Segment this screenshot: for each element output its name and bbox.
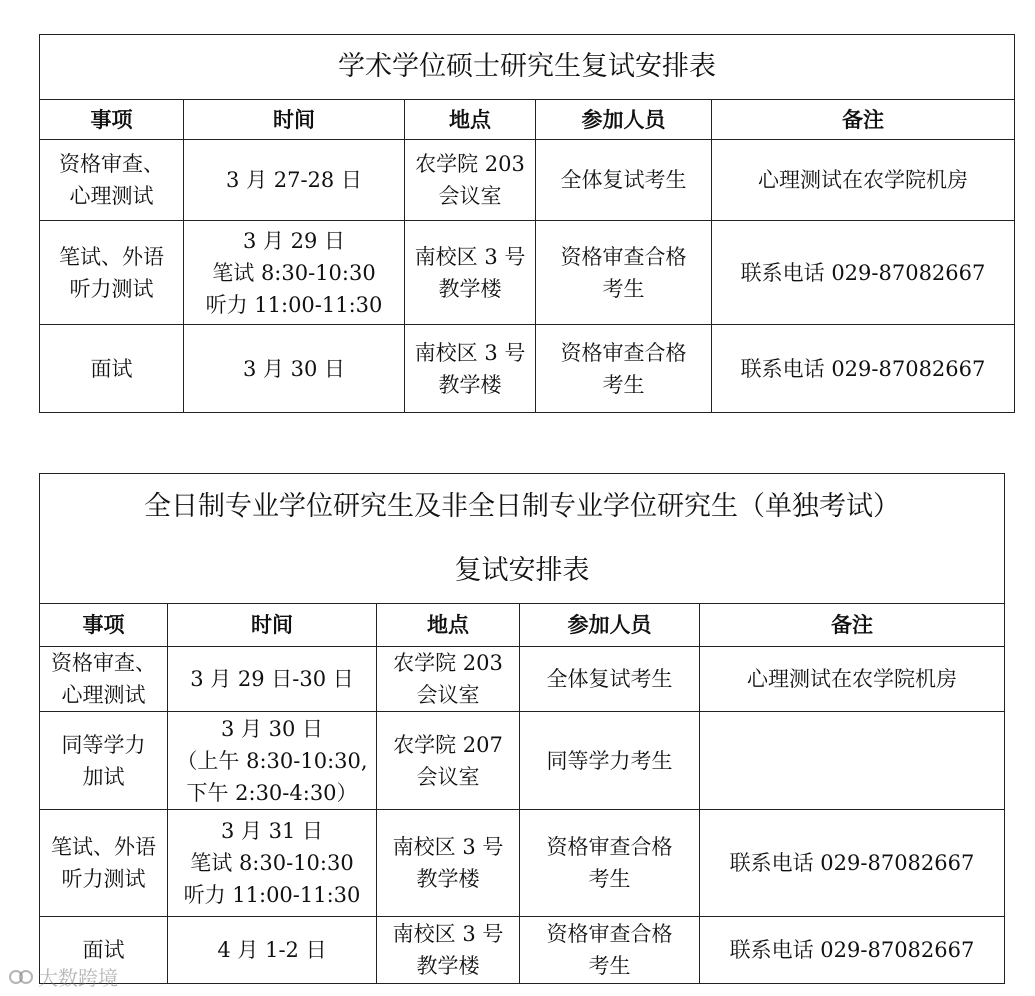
table-row <box>40 221 1015 325</box>
cell-line: 3 月 30 日 <box>220 716 324 741</box>
cell-line: 联系电话 029-87082667 <box>729 851 975 875</box>
table2-header-people: 参加人员 <box>520 604 700 647</box>
table-row <box>40 810 1005 917</box>
cell-line: 联系电话 029-87082667 <box>729 938 975 962</box>
cell-line: 全体复试考生 <box>546 667 673 691</box>
cell-line: 心理测试在农学院机房 <box>747 667 957 691</box>
table1-cell-item <box>40 140 184 221</box>
table2-cell-item <box>40 712 168 810</box>
table2-header-note: 备注 <box>700 604 1005 647</box>
table1-cell-people <box>536 140 712 221</box>
table2-cell-note <box>700 810 1005 917</box>
table2-cell-note <box>700 917 1005 984</box>
cell-line: 资格审查合格 <box>560 340 687 365</box>
cell-line: 农学院 203 <box>415 152 525 176</box>
cell-line: 听力 11:00-11:30 <box>183 883 361 907</box>
table2-header-place: 地点 <box>377 604 520 647</box>
cell-line: 农学院 207 <box>393 732 503 757</box>
watermark <box>8 962 118 991</box>
table2-cell-time <box>168 712 377 810</box>
cell-line: 心理测试 <box>69 184 154 208</box>
cell-line: 同等学力考生 <box>546 748 673 773</box>
cell-line: 心理测试 <box>61 683 146 707</box>
table1-cell-note <box>712 325 1015 413</box>
table1-header-place: 地点 <box>405 100 536 140</box>
cell-line: 教学楼 <box>416 867 480 891</box>
watermark-logo-icon <box>8 966 34 988</box>
cell-line: 心理测试在农学院机房 <box>758 168 969 192</box>
table2-cell-people <box>520 917 700 984</box>
cell-line: 加试 <box>82 764 125 789</box>
table-row <box>40 917 1005 984</box>
cell-line: 南校区 3 号 <box>392 922 504 946</box>
table1-header-item: 事项 <box>40 100 184 140</box>
table1-cell-time <box>184 221 405 325</box>
table2-cell-place <box>377 917 520 984</box>
table1-header-time: 时间 <box>184 100 405 140</box>
table2-title <box>40 474 1005 604</box>
cell-line: （上午 8:30-10:30, <box>176 748 368 773</box>
cell-line: 联系电话 029-87082667 <box>740 260 986 285</box>
table1-cell-note <box>712 221 1015 325</box>
cell-line: 农学院 203 <box>393 651 503 675</box>
table1-body <box>40 140 1015 413</box>
table1-cell-place <box>405 140 536 221</box>
cell-line: 全体复试考生 <box>560 168 687 192</box>
table1-cell-place <box>405 221 536 325</box>
table2-body <box>40 647 1005 984</box>
table1-cell-item <box>40 325 184 413</box>
table1-cell-time <box>184 140 405 221</box>
table2-cell-place <box>377 810 520 917</box>
table2-cell-place <box>377 647 520 712</box>
cell-line: 3 月 29 日 <box>242 228 346 253</box>
table2-cell-note <box>700 647 1005 712</box>
cell-line: 南校区 3 号 <box>414 244 526 269</box>
cell-line: 资格审查、 <box>59 152 164 176</box>
cell-line: 资格审查合格 <box>546 922 673 946</box>
cell-line: 面试 <box>82 938 125 962</box>
cell-line: 教学楼 <box>438 372 502 397</box>
cell-line: 听力 11:00-11:30 <box>205 292 383 317</box>
table2-title-line1: 全日制专业学位研究生及非全日制专业学位研究生（单独考试） <box>144 490 900 522</box>
table-row <box>40 140 1015 221</box>
cell-line: 笔试、外语 <box>59 244 164 269</box>
cell-line: 教学楼 <box>438 276 502 301</box>
table1-cell-place <box>405 325 536 413</box>
cell-line: 资格审查合格 <box>546 835 673 859</box>
table-row <box>40 712 1005 810</box>
cell-line: 3 月 29 日-30 日 <box>190 667 354 691</box>
cell-line: 同等学力 <box>61 732 146 757</box>
table2-cell-note <box>700 712 1005 810</box>
cell-line: 考生 <box>588 954 631 978</box>
table2-cell-time <box>168 810 377 917</box>
table1-cell-item <box>40 221 184 325</box>
cell-line: 4 月 1-2 日 <box>217 938 327 962</box>
table2-cell-item <box>40 810 168 917</box>
table2-header-item: 事项 <box>40 604 168 647</box>
cell-line: 3 月 30 日 <box>242 356 346 381</box>
cell-line: 考生 <box>602 372 645 397</box>
table-row <box>40 647 1005 712</box>
table1-cell-time <box>184 325 405 413</box>
cell-line: 资格审查合格 <box>560 244 687 269</box>
cell-line: 笔试 8:30-10:30 <box>190 851 354 875</box>
table2-cell-time <box>168 647 377 712</box>
table2-cell-people <box>520 810 700 917</box>
cell-line: 联系电话 029-87082667 <box>740 356 986 381</box>
table2-cell-item <box>40 647 168 712</box>
cell-line: 考生 <box>588 867 631 891</box>
table1-cell-people <box>536 325 712 413</box>
cell-line: 考生 <box>602 276 645 301</box>
cell-line: 会议室 <box>438 184 502 208</box>
cell-line: 会议室 <box>416 764 480 789</box>
cell-line: 听力测试 <box>61 867 146 891</box>
table2-cell-place <box>377 712 520 810</box>
table1-cell-people <box>536 221 712 325</box>
table1-title: 学术学位硕士研究生复试安排表 <box>40 35 1015 100</box>
cell-line: 资格审查、 <box>51 651 156 675</box>
watermark-text: 大数跨境 <box>38 966 118 990</box>
cell-line: 3 月 27-28 日 <box>226 168 362 192</box>
cell-line: 面试 <box>90 356 133 381</box>
cell-line: 笔试 8:30-10:30 <box>212 260 376 285</box>
cell-line: 南校区 3 号 <box>392 835 504 859</box>
table2-header-time: 时间 <box>168 604 377 647</box>
professional-schedule-table <box>39 473 1005 984</box>
cell-line: 听力测试 <box>69 276 154 301</box>
table2-title-line2: 复试安排表 <box>454 554 590 586</box>
table2-cell-people <box>520 647 700 712</box>
cell-line: 南校区 3 号 <box>414 340 526 365</box>
table2-cell-time <box>168 917 377 984</box>
cell-line: 会议室 <box>416 683 480 707</box>
academic-schedule-table <box>39 34 1015 413</box>
table1-cell-note <box>712 140 1015 221</box>
cell-line: 3 月 31 日 <box>220 819 324 843</box>
table1-header-note: 备注 <box>712 100 1015 140</box>
cell-line: 下午 2:30-4:30） <box>186 780 358 805</box>
table2-cell-people <box>520 712 700 810</box>
table-row <box>40 325 1015 413</box>
cell-line: 教学楼 <box>416 954 480 978</box>
table1-header-people: 参加人员 <box>536 100 712 140</box>
cell-line: 笔试、外语 <box>51 835 156 859</box>
